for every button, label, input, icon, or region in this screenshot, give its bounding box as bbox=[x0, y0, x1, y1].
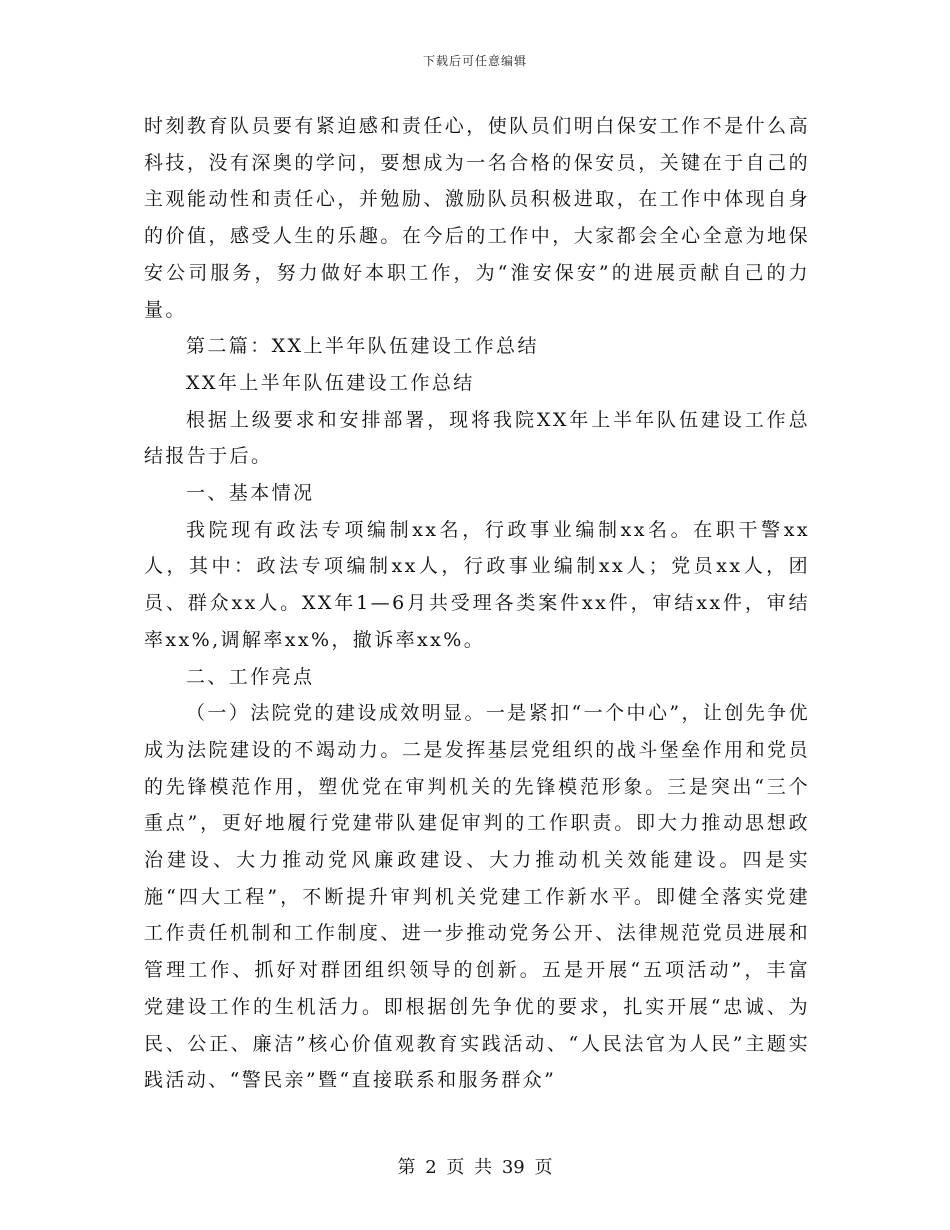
section-title: 第二篇：XX上半年队伍建设工作总结 bbox=[186, 335, 539, 358]
page-header-note: 下载后可任意编辑 bbox=[422, 54, 527, 68]
report-title: XX年上半年队伍建设工作总结 bbox=[186, 371, 475, 394]
paragraph: 我院现有政法专项编制xx名，行政事业编制xx名。在职干警xx人，其中：政法专项编制xx人，行政事业编制xx人；党员xx人，团员、群众xx人。XX年1—6月共受理各类案件xx件，审结xx件，审结率xx%,调解率xx%，撤诉率xx%。 bbox=[144, 518, 810, 651]
paragraph: 时刻教育队员要有紧迫感和责任心，使队员们明白保安工作不是什么高科技，没有深奥的学问，要想成为一名合格的保安员，关键在于自己的主观能动性和责任心，并勉励、激励队员积极进取，在工作中体现自身的价值，感受人生的乐趣。在今后的工作中，大家都会全心全意为地保安公司服务，努力做好本职工作，为“淮安保安”的进展贡献自己的力量。 bbox=[144, 115, 810, 321]
paragraph: （一）法院党的建设成效明显。一是紧扣“一个中心”，让创先争优成为法院建设的不竭动力。二是发挥基层党组织的战斗堡垒作用和党员的先锋模范作用，塑优党在审判机关的先锋模范形象。三是突出“三个重点”，更好地履行党建带队建促审判的工作职责。即大力推动思想政治建设、大力推动党风廉政建设、大力推动机关效能建设。四是实施“四大工程”，不断提升审判机关党建工作新水平。即健全落实党建工作责任机制和工作制度、进一步推动党务公开、法律规范党员进展和管理工作、抓好对群团组织领导的创新。五是开展“五项活动”，丰富党建设工作的生机活力。即根据创先争优的要求，扎实开展“忠诚、为民、公正、廉洁”核心价值观教育实践活动、“人民法官为人民”主题实践活动、“警民亲”暨“直接联系和服务群众” bbox=[144, 702, 810, 1092]
document-body bbox=[144, 108, 810, 1099]
heading-basic-situation: 一、基本情况 bbox=[186, 482, 315, 505]
paragraph: 根据上级要求和安排部署，现将我院XX年上半年队伍建设工作总结报告于后。 bbox=[144, 408, 810, 468]
heading-work-highlights: 二、工作亮点 bbox=[186, 665, 315, 688]
page-number: 第 2 页 共 39 页 bbox=[397, 1157, 553, 1178]
